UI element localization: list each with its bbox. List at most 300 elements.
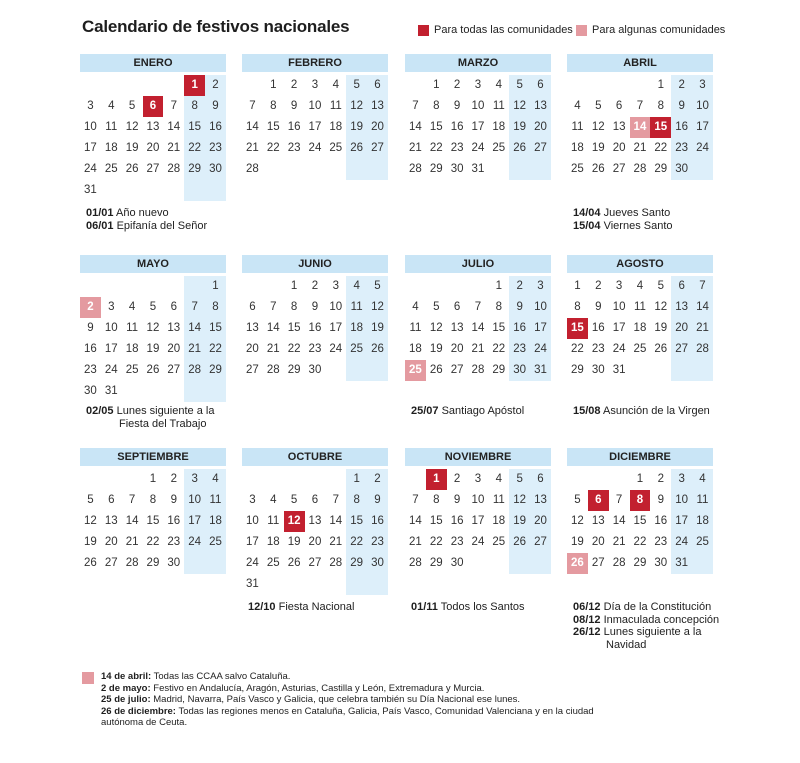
day-cell: 1: [657, 79, 664, 91]
empty-cell: [143, 180, 164, 201]
day-grid: [80, 469, 226, 574]
empty-cell: [609, 469, 630, 490]
regional-holiday-day: 2: [80, 297, 101, 318]
day-cell: 12: [654, 301, 668, 313]
day-cell: 30: [450, 557, 464, 569]
day-cell: 21: [167, 142, 181, 154]
day-cell: 7: [249, 100, 256, 112]
day-cell: 3: [332, 280, 339, 292]
day-cell: 5: [509, 469, 530, 490]
day-cell: 24: [471, 536, 485, 548]
day-cell: 9: [453, 100, 461, 112]
empty-cell: [588, 75, 609, 96]
day-cell: 14: [409, 121, 422, 133]
day-cell: 27: [530, 138, 551, 159]
day-cell: 30: [308, 364, 322, 376]
empty-cell: [163, 276, 184, 297]
day-cell: 20: [246, 343, 259, 355]
holiday-item: [248, 601, 354, 614]
day-cell: 13: [530, 490, 551, 511]
day-cell: 16: [591, 322, 605, 334]
day-grid: [242, 469, 388, 595]
holiday-name: Inmaculada concepción: [603, 613, 720, 626]
empty-cell: [509, 553, 530, 574]
national-holiday-day: 8: [630, 490, 651, 511]
day-cell: 5: [346, 75, 367, 96]
day-cell: 14: [246, 121, 259, 133]
day-cell: 7: [184, 297, 205, 318]
day-cell: 29: [346, 553, 367, 574]
day-cell: 23: [84, 364, 97, 376]
footnote-line: 25 de julio: Madrid, Navarra, País Vasco y Galicia, que celebra también su Día Nacional ese lunes.: [101, 694, 521, 705]
day-cell: 9: [205, 96, 226, 117]
day-cell: 1: [574, 280, 581, 292]
day-cell: 1: [433, 79, 440, 91]
day-cell: 4: [332, 79, 339, 91]
footnote-line: 14 de abril: Todas las CCAA salvo Cataluña.: [101, 671, 291, 682]
day-cell: 20: [367, 117, 388, 138]
empty-cell: [630, 360, 651, 381]
empty-cell: [346, 159, 367, 180]
day-cell: 10: [671, 490, 692, 511]
holiday-list: [411, 405, 524, 418]
day-cell: 8: [290, 301, 298, 313]
empty-cell: [447, 276, 468, 297]
holiday-name: Todos los Santos: [440, 601, 525, 613]
day-cell: 25: [329, 142, 343, 154]
empty-cell: [205, 180, 226, 201]
empty-cell: [184, 180, 205, 201]
day-cell: 16: [450, 121, 464, 133]
day-cell: 4: [270, 494, 277, 506]
day-cell: 16: [654, 515, 668, 527]
empty-cell: [163, 381, 184, 402]
day-cell: 17: [612, 322, 626, 334]
day-cell: 23: [450, 142, 464, 154]
day-cell: 22: [571, 343, 584, 355]
day-cell: 12: [509, 96, 530, 117]
empty-cell: [367, 360, 388, 381]
day-cell: 19: [591, 142, 605, 154]
day-cell: 14: [167, 121, 181, 133]
day-cell: 16: [84, 343, 97, 355]
day-cell: 23: [367, 532, 388, 553]
day-cell: 17: [471, 121, 485, 133]
day-cell: 20: [530, 117, 551, 138]
empty-cell: [205, 553, 226, 574]
empty-cell: [263, 276, 284, 297]
day-cell: 16: [509, 318, 530, 339]
day-cell: 27: [671, 339, 692, 360]
day-cell: 4: [412, 301, 419, 313]
day-cell: 2: [311, 280, 319, 292]
day-cell: 28: [692, 339, 713, 360]
day-cell: 27: [367, 138, 388, 159]
day-cell: 6: [530, 75, 551, 96]
day-cell: 20: [167, 343, 181, 355]
day-cell: 14: [692, 297, 713, 318]
day-cell: 29: [633, 557, 647, 569]
holiday-name: Fiesta Nacional: [278, 601, 355, 613]
national-holiday-day: 15: [650, 117, 671, 138]
day-cell: 12: [84, 515, 97, 527]
day-cell: 27: [246, 364, 259, 376]
holiday-item: [573, 626, 719, 639]
day-cell: 2: [595, 280, 602, 292]
day-grid: [80, 276, 226, 402]
day-cell: 29: [184, 159, 205, 180]
day-cell: 26: [509, 138, 530, 159]
day-cell: 9: [657, 494, 664, 506]
empty-cell: [530, 553, 551, 574]
day-cell: 16: [367, 511, 388, 532]
day-cell: 5: [149, 301, 157, 313]
day-cell: 3: [108, 301, 115, 313]
empty-cell: [284, 574, 305, 595]
national-holiday-day: 6: [143, 96, 164, 117]
day-cell: 17: [671, 511, 692, 532]
day-cell: 7: [332, 494, 339, 506]
day-cell: 19: [346, 117, 367, 138]
day-cell: 30: [84, 385, 97, 397]
day-cell: 28: [329, 557, 343, 569]
day-cell: 17: [530, 318, 551, 339]
day-cell: 8: [184, 96, 205, 117]
month-marzo: [405, 54, 551, 180]
day-cell: 11: [329, 100, 342, 112]
day-cell: 5: [595, 100, 602, 112]
day-cell: 27: [450, 364, 464, 376]
holiday-item: [573, 405, 710, 418]
day-cell: 11: [633, 301, 646, 313]
day-cell: 29: [429, 557, 443, 569]
day-cell: 21: [409, 536, 422, 548]
day-cell: 8: [657, 100, 664, 112]
day-cell: 18: [125, 343, 139, 355]
day-cell: 11: [409, 322, 422, 334]
day-cell: 29: [205, 360, 226, 381]
empty-cell: [80, 75, 101, 96]
day-cell: 26: [125, 163, 139, 175]
day-grid: [405, 276, 551, 381]
day-cell: 26: [346, 138, 367, 159]
day-cell: 2: [453, 79, 461, 91]
day-cell: 29: [146, 557, 160, 569]
day-cell: 15: [266, 121, 280, 133]
day-cell: 19: [571, 536, 584, 548]
day-cell: 26: [367, 339, 388, 360]
day-cell: 11: [205, 490, 226, 511]
empty-cell: [650, 360, 671, 381]
day-cell: 29: [492, 364, 506, 376]
day-cell: 13: [308, 515, 322, 527]
month-octubre: [242, 448, 388, 595]
day-cell: 2: [205, 75, 226, 96]
day-cell: 31: [530, 360, 551, 381]
day-cell: 14: [409, 515, 422, 527]
empty-cell: [163, 75, 184, 96]
day-cell: 24: [184, 532, 205, 553]
day-cell: 18: [205, 511, 226, 532]
empty-cell: [367, 159, 388, 180]
day-cell: 29: [287, 364, 301, 376]
day-cell: 28: [409, 557, 422, 569]
day-cell: 23: [509, 339, 530, 360]
holiday-date: 15/04: [573, 219, 601, 232]
day-cell: 24: [308, 142, 322, 154]
holiday-name: Año nuevo: [115, 207, 169, 219]
month-header: JUNIO: [242, 255, 388, 273]
day-cell: 23: [591, 343, 605, 355]
month-septiembre: [80, 448, 226, 574]
day-cell: 21: [184, 339, 205, 360]
day-cell: 9: [671, 96, 692, 117]
empty-cell: [143, 381, 164, 402]
day-cell: 28: [633, 163, 647, 175]
empty-cell: [101, 276, 122, 297]
day-cell: 18: [266, 536, 280, 548]
day-cell: 1: [205, 276, 226, 297]
national-holiday-day: 1: [426, 469, 447, 490]
day-cell: 25: [346, 339, 367, 360]
empty-cell: [630, 75, 651, 96]
holiday-list: [411, 601, 525, 614]
day-cell: 21: [633, 142, 647, 154]
day-cell: 11: [492, 494, 505, 506]
day-cell: 19: [429, 343, 443, 355]
day-cell: 21: [329, 536, 343, 548]
day-cell: 21: [246, 142, 259, 154]
day-cell: 11: [126, 322, 139, 334]
day-cell: 10: [184, 490, 205, 511]
empty-cell: [426, 276, 447, 297]
day-cell: 15: [205, 318, 226, 339]
day-cell: 7: [412, 100, 419, 112]
day-cell: 11: [692, 490, 713, 511]
holiday-item: [411, 601, 525, 614]
holiday-item: [573, 207, 673, 220]
day-cell: 20: [671, 318, 692, 339]
empty-cell: [405, 75, 426, 96]
day-cell: 12: [146, 322, 160, 334]
empty-cell: [530, 159, 551, 180]
day-cell: 17: [471, 515, 485, 527]
empty-cell: [488, 553, 509, 574]
day-cell: 22: [287, 343, 301, 355]
day-cell: 19: [654, 322, 668, 334]
day-cell: 19: [84, 536, 97, 548]
day-cell: 6: [108, 494, 115, 506]
day-cell: 5: [433, 301, 440, 313]
day-cell: 12: [591, 121, 605, 133]
day-cell: 18: [692, 511, 713, 532]
empty-cell: [263, 469, 284, 490]
day-cell: 1: [270, 79, 277, 91]
day-cell: 10: [246, 515, 259, 527]
day-cell: 14: [125, 515, 139, 527]
holiday-list: [86, 207, 207, 232]
holiday-list: [573, 207, 673, 232]
day-cell: 19: [146, 343, 160, 355]
day-grid: [567, 276, 713, 381]
day-cell: 22: [205, 339, 226, 360]
day-cell: 11: [267, 515, 280, 527]
national-holiday-day: 1: [184, 75, 205, 96]
day-cell: 8: [495, 301, 502, 313]
day-cell: 23: [671, 138, 692, 159]
day-cell: 21: [125, 536, 139, 548]
day-cell: 27: [146, 163, 160, 175]
day-cell: 3: [692, 75, 713, 96]
day-cell: 6: [311, 494, 319, 506]
day-cell: 7: [615, 494, 623, 506]
day-cell: 19: [367, 318, 388, 339]
empty-cell: [122, 381, 143, 402]
day-cell: 18: [633, 322, 647, 334]
day-cell: 8: [574, 301, 581, 313]
empty-cell: [692, 360, 713, 381]
day-cell: 2: [367, 469, 388, 490]
empty-cell: [242, 75, 263, 96]
day-cell: 3: [249, 494, 256, 506]
day-cell: 10: [692, 96, 713, 117]
day-cell: 3: [474, 473, 482, 485]
month-enero: [80, 54, 226, 201]
day-cell: 26: [509, 532, 530, 553]
holiday-name: Lunes siguiente a la: [603, 626, 702, 638]
day-cell: 18: [104, 142, 118, 154]
day-cell: 2: [657, 473, 664, 485]
day-cell: 12: [346, 96, 367, 117]
day-cell: 31: [84, 184, 97, 196]
day-cell: 24: [104, 364, 118, 376]
day-cell: 25: [571, 163, 584, 175]
day-cell: 27: [591, 557, 605, 569]
day-cell: 5: [574, 494, 581, 506]
day-cell: 24: [329, 343, 343, 355]
holiday-name: Asunción de la Virgen: [602, 405, 710, 417]
holiday-item: [573, 614, 719, 627]
day-cell: 10: [612, 301, 626, 313]
month-header: SEPTIEMBRE: [80, 448, 226, 466]
empty-cell: [588, 469, 609, 490]
empty-cell: [284, 469, 305, 490]
month-header: NOVIEMBRE: [405, 448, 551, 466]
regional-holiday-day: 25: [405, 360, 426, 381]
day-cell: 2: [170, 473, 177, 485]
day-cell: 14: [471, 322, 485, 334]
day-cell: 7: [412, 494, 419, 506]
holiday-name: Día de la Constitución: [603, 601, 712, 613]
day-cell: 25: [205, 532, 226, 553]
day-cell: 4: [108, 100, 115, 112]
day-cell: 9: [311, 301, 319, 313]
footnote-swatch: [82, 672, 94, 684]
holiday-name-continued: Navidad: [606, 638, 647, 651]
day-cell: 5: [509, 75, 530, 96]
day-cell: 22: [492, 343, 506, 355]
month-mayo: [80, 255, 226, 402]
day-cell: 29: [571, 364, 584, 376]
day-grid: [405, 469, 551, 574]
empty-cell: [325, 574, 346, 595]
regional-holiday-day: 14: [630, 117, 651, 138]
day-cell: 1: [346, 469, 367, 490]
day-cell: 12: [367, 297, 388, 318]
month-abril: [567, 54, 713, 180]
day-cell: 16: [671, 117, 692, 138]
holiday-name: Lunes siguiente a la: [116, 405, 215, 417]
day-cell: 10: [308, 100, 322, 112]
day-cell: 10: [471, 494, 485, 506]
day-cell: 27: [167, 364, 181, 376]
day-cell: 7: [128, 494, 136, 506]
day-cell: 31: [471, 163, 485, 175]
day-cell: 9: [87, 322, 94, 334]
day-cell: 2: [453, 473, 461, 485]
day-cell: 7: [270, 301, 277, 313]
day-cell: 19: [509, 511, 530, 532]
holiday-name: Epifanía del Señor: [116, 219, 208, 232]
day-cell: 30: [367, 553, 388, 574]
day-cell: 24: [471, 142, 485, 154]
day-cell: 21: [692, 318, 713, 339]
empty-cell: [305, 574, 326, 595]
regional-holiday-day: 26: [567, 553, 588, 574]
day-cell: 11: [571, 121, 584, 133]
day-cell: 20: [450, 343, 464, 355]
day-cell: 3: [311, 79, 319, 91]
day-cell: 15: [346, 511, 367, 532]
day-cell: 3: [184, 469, 205, 490]
day-cell: 26: [429, 364, 443, 376]
day-cell: 9: [290, 100, 298, 112]
day-cell: 27: [308, 557, 322, 569]
empty-cell: [242, 276, 263, 297]
day-cell: 6: [530, 469, 551, 490]
empty-cell: [122, 75, 143, 96]
day-cell: 10: [84, 121, 97, 133]
empty-cell: [488, 159, 509, 180]
empty-cell: [325, 469, 346, 490]
day-cell: 15: [633, 515, 647, 527]
empty-cell: [367, 574, 388, 595]
day-cell: 17: [308, 121, 322, 133]
day-cell: 2: [509, 276, 530, 297]
day-cell: 18: [571, 142, 584, 154]
footnote-line: 2 de mayo: Festivo en Andalucía, Aragón, Asturias, Castilla y León, Extremadura y Murcia.: [101, 682, 485, 694]
empty-cell: [122, 469, 143, 490]
day-cell: 19: [287, 536, 301, 548]
holiday-item: [86, 405, 214, 418]
day-cell: 25: [125, 364, 139, 376]
empty-cell: [305, 159, 326, 180]
day-grid: [242, 276, 388, 381]
day-cell: 13: [146, 121, 160, 133]
empty-cell: [263, 574, 284, 595]
day-cell: 28: [125, 557, 139, 569]
day-cell: 3: [87, 100, 94, 112]
legend-national: [418, 24, 573, 36]
empty-cell: [609, 75, 630, 96]
day-cell: 13: [450, 322, 464, 334]
day-cell: 5: [367, 276, 388, 297]
day-cell: 28: [612, 557, 626, 569]
day-cell: 4: [346, 276, 367, 297]
day-cell: 8: [346, 490, 367, 511]
day-cell: 17: [84, 142, 97, 154]
empty-cell: [101, 75, 122, 96]
